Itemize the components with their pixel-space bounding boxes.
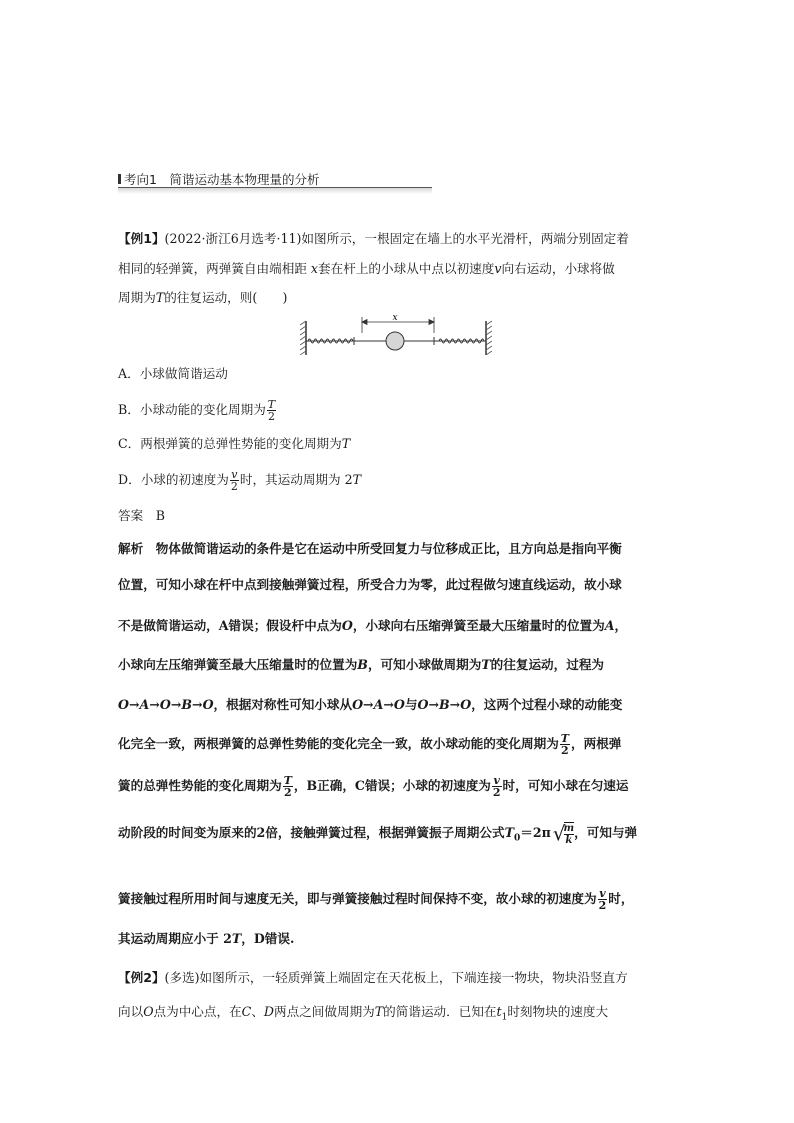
ex1-line-2 xyxy=(118,261,680,277)
ex1-text-2a: 相同的轻弹簧，两弹簧自由端相距 xyxy=(118,261,311,276)
analysis-text: 时，可知小球在匀速运 xyxy=(502,778,629,793)
distance-label: x xyxy=(392,313,398,323)
analysis-var: O xyxy=(341,618,353,633)
option-d-suffix: 时，其运动周期为 2 xyxy=(239,472,353,487)
analysis-text: 动阶段的时间变为原来的2倍，接触弹簧过程，根据弹簧振子周期公式 xyxy=(118,825,505,840)
analysis-line-8 xyxy=(118,820,680,852)
ex2-text: 时刻物块的速度大 xyxy=(507,1004,609,1019)
ex2-text: 两点之间做周期为 xyxy=(274,1004,375,1019)
sqrt-m-over-k xyxy=(553,820,574,847)
analysis-line-1 xyxy=(118,541,680,557)
ex1-text-1: (2022·浙江6月选考·11)如图所示，一根固定在墙上的水平光滑杆，两端分别固定着 xyxy=(164,231,629,246)
analysis-fraction xyxy=(283,775,293,798)
ex2-text: (多选)如图所示，一轻质弹簧上端固定在天花板上，下端连接一物块，物块沿竖直方 xyxy=(164,970,628,985)
analysis-var: T xyxy=(231,931,242,946)
radicand-den: k xyxy=(565,834,573,846)
ex2-line-1 xyxy=(118,970,680,986)
section-header xyxy=(118,168,432,188)
ex1-text-3b: 的往复运动，则( ) xyxy=(164,290,288,305)
ex2-subscript: 1 xyxy=(501,1012,508,1023)
ex1-var-T: T xyxy=(155,290,165,305)
analysis-line-4 xyxy=(118,657,680,673)
analysis-line-7 xyxy=(118,774,680,798)
ex2-text: 的简谐运动．已知在 xyxy=(383,1004,497,1019)
ex1-var-x: x xyxy=(310,261,319,276)
analysis-text: ， xyxy=(614,618,628,633)
frac-num: T xyxy=(560,732,569,745)
right-wall xyxy=(486,321,492,355)
analysis-text: ，小球向右压缩弹簧至最大压缩量时的位置为 xyxy=(352,618,605,633)
analysis-text: 与 xyxy=(404,697,418,712)
frac-den: 2 xyxy=(598,899,607,912)
analysis-fraction xyxy=(560,733,570,756)
frac-num: T xyxy=(283,774,292,787)
frac-den: 2 xyxy=(230,480,238,493)
frac-den: 2 xyxy=(267,410,275,423)
ex1-var-v: v xyxy=(494,261,502,276)
frac-den: 2 xyxy=(283,786,292,799)
section-marker xyxy=(118,174,121,184)
ex1-line-3 xyxy=(118,290,680,306)
analysis-text: ＝2π xyxy=(520,825,551,840)
radical-sign: √ xyxy=(552,821,566,846)
section-title: 考向1 简谐运动基本物理量的分析 xyxy=(124,172,320,187)
option-d-text: D．小球的初速度为 xyxy=(118,472,229,487)
analysis-line-2 xyxy=(118,577,680,593)
analysis-text: ，D错误. xyxy=(241,931,295,946)
analysis-line-10 xyxy=(118,931,680,947)
ex1-line-1 xyxy=(118,231,680,247)
analysis-text: ，两根弹 xyxy=(570,736,622,751)
analysis-var: O→A→O→B→O xyxy=(118,697,214,712)
frac-num: v xyxy=(231,468,238,481)
option-d-var: T xyxy=(352,472,362,487)
ex2-var: t xyxy=(496,1004,502,1019)
analysis-text: 解析 物体做简谐运动的条件是它在运动中所受回复力与位移成正比，且方向总是指向平衡 xyxy=(118,541,622,556)
ex1-text-2c: 向右运动，小球将做 xyxy=(501,261,615,276)
ex2-text: 向以 xyxy=(118,1004,144,1019)
analysis-text: 时， xyxy=(608,891,634,906)
analysis-line-6 xyxy=(118,732,680,756)
answer xyxy=(118,508,680,524)
analysis-line-9 xyxy=(118,887,680,911)
option-b-fraction xyxy=(267,399,276,422)
ex2-var: O xyxy=(143,1004,154,1019)
frac-num: T xyxy=(267,398,276,411)
ex2-var: T xyxy=(374,1004,384,1019)
analysis-text: 簧接触过程所用时间与速度无关，即与弹簧接触过程时间保持不变，故小球的初速度为 xyxy=(118,891,597,906)
ball xyxy=(386,332,404,350)
ex2-text: 点为中心点，在 xyxy=(153,1004,242,1019)
analysis-line-5 xyxy=(118,697,680,713)
option-d-fraction xyxy=(230,469,239,492)
distance-marker xyxy=(362,317,434,333)
analysis-var: O→B→O xyxy=(417,697,472,712)
analysis-var: A xyxy=(604,618,615,633)
option-c-text: C．两根弹簧的总弹性势能的变化周期为 xyxy=(118,436,342,451)
frac-den: 2 xyxy=(492,786,501,799)
analysis-text: 簧的总弹性势能的变化周期为 xyxy=(118,778,282,793)
option-c xyxy=(118,436,680,452)
frac-num: v xyxy=(599,887,606,900)
analysis-text: ，这两个过程小球的动能变 xyxy=(471,697,623,712)
ex2-var: C xyxy=(241,1004,252,1019)
option-c-var: T xyxy=(341,436,351,451)
section-underline xyxy=(118,187,432,194)
analysis-text: 化完全一致，两根弹簧的总弹性势能的变化完全一致，故小球动能的变化周期为 xyxy=(118,736,559,751)
analysis-var: O→A→O xyxy=(352,697,405,712)
analysis-text: 不是做简谐运动，A错误；假设杆中点为 xyxy=(118,618,342,633)
radicand xyxy=(564,822,575,846)
analysis-text: 位置，可知小球在杆中点到接触弹簧过程，所受合力为零，此过程做匀速直线运动，故小球 xyxy=(118,577,622,592)
ex2-text: 、 xyxy=(251,1004,264,1019)
analysis-text: ，可知小球做周期为 xyxy=(367,657,482,672)
option-b-text: B．小球动能的变化周期为 xyxy=(118,402,266,417)
ex2-var: D xyxy=(263,1004,275,1019)
analysis-var: B xyxy=(357,657,368,672)
answer-text: 答案 B xyxy=(118,508,166,523)
analysis-text: 小球向左压缩弹簧至最大压缩量时的位置为 xyxy=(118,657,358,672)
ex1-text-3a: 周期为 xyxy=(118,290,156,305)
option-a-text: A．小球做简谐运动 xyxy=(118,366,228,381)
frac-den: 2 xyxy=(561,744,569,757)
left-wall xyxy=(300,321,306,355)
analysis-var: T xyxy=(481,657,491,672)
radicand-num: m xyxy=(563,822,575,834)
analysis-text: 其运动周期应小于 2 xyxy=(118,931,232,946)
analysis-line-3 xyxy=(118,618,680,634)
option-a xyxy=(118,366,680,382)
analysis-text: ，根据对称性可知小球从 xyxy=(213,697,353,712)
ex1-label: 【例1】 xyxy=(118,231,165,246)
analysis-text: 的往复运动，过程为 xyxy=(490,657,604,672)
frac-num: v xyxy=(493,774,500,787)
analysis-text: ，B正确，C错误；小球的初速度为 xyxy=(293,778,491,793)
analysis-var: T xyxy=(504,825,514,840)
analysis-fraction xyxy=(492,775,502,798)
option-d xyxy=(118,468,680,492)
ex2-label: 【例2】 xyxy=(118,970,165,985)
option-b xyxy=(118,398,680,422)
spring-ball-figure xyxy=(300,313,492,355)
analysis-subscript: 0 xyxy=(513,833,521,844)
analysis-text: ，可知与弹 xyxy=(574,825,638,840)
analysis-fraction xyxy=(598,888,608,911)
ex2-line-2 xyxy=(118,1004,680,1026)
ex1-text-2b: 套在杆上的小球从中点以初速度 xyxy=(318,261,495,276)
